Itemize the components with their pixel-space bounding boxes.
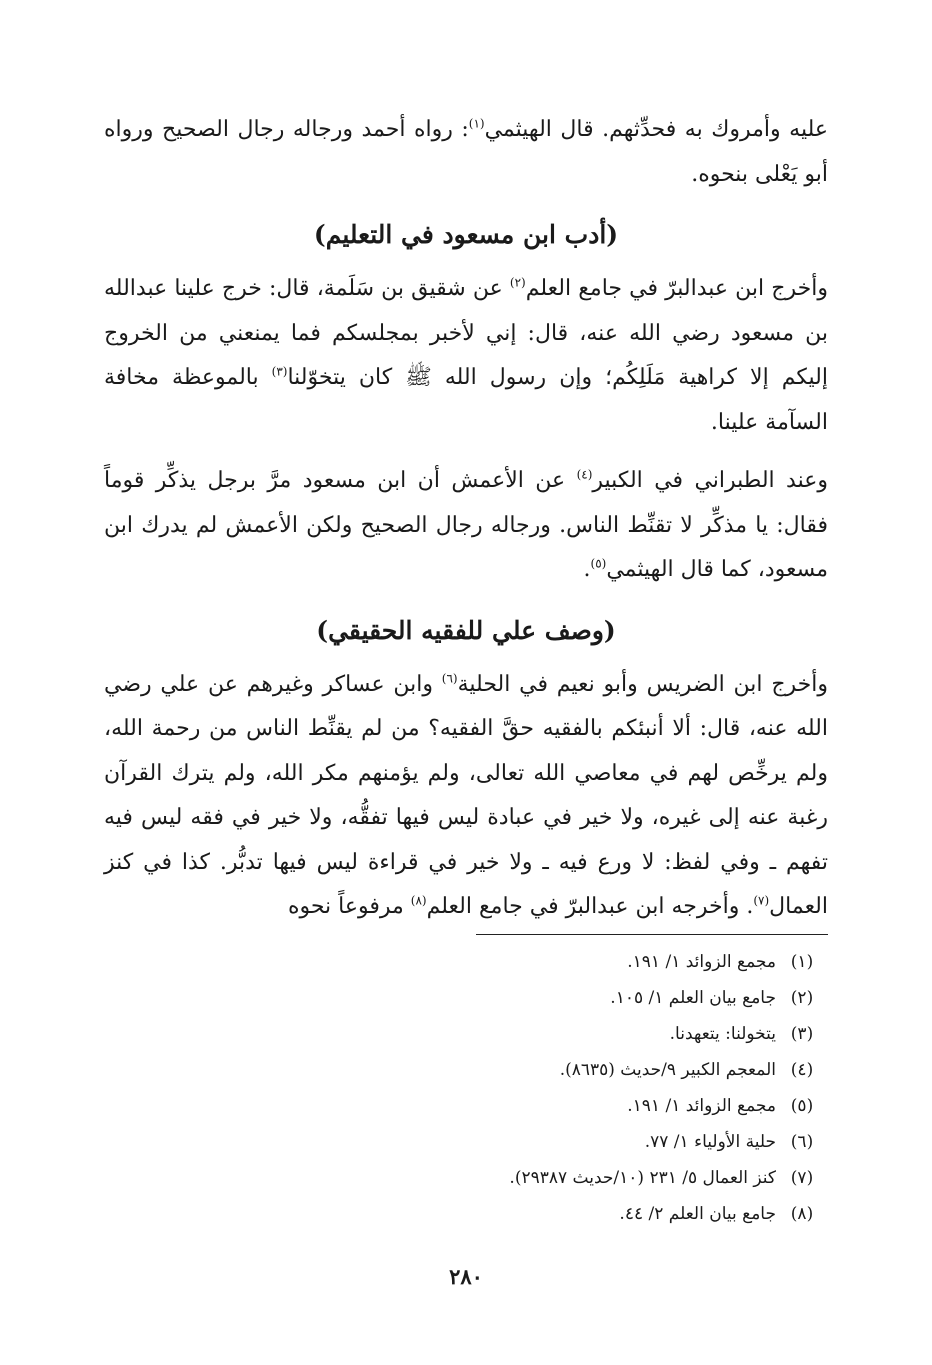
section-heading-ali-faqih: (وصف علي للفقيه الحقيقي) <box>316 615 616 645</box>
footnote-1: (١)مجمع الزوائد ١/ ١٩١. <box>627 952 814 972</box>
footnote-5: (٥)مجمع الزوائد ١/ ١٩١. <box>627 1096 814 1116</box>
paragraph-3: وعند الطبراني في الكبير$^{(٤)}$ عن الأعمش أن ابن مسعود مرَّ برجل يذكِّر قوماً فقال: يا مذكِّر لا تقنِّط الناس. ورجاله رجال الصحيح ولكن الأعمش لم يدرك ابن مسعود، كما قال الهيثمي$^{(٥)}$. <box>104 467 828 582</box>
paragraph-2: وأخرج ابن عبدالبرّ في جامع العلم$^{(٢)}$ عن شقيق بن سَلَمة، قال: خرج علينا عبدالله بن مسعود رضي الله عنه، قال: إني لأخبر بمجلسكم فما يمنعني من الخروج إليكم إلا كراهية مَلَلِكُم؛ وإن رسول الله ﷺ كان يتخوّلنا$^{(٣)}$ بالموعظة مخافة السآمة علينا. <box>104 275 828 435</box>
footnote-separator <box>476 934 828 935</box>
footnote-ref-2: (٢) <box>509 275 526 290</box>
footnote-7: (٧)كنز العمال ٥/ ٢٣١ (١٠/حديث ٢٩٣٨٧). <box>509 1168 814 1188</box>
footnote-ref-7: (٧) <box>753 893 770 908</box>
section-heading-ibn-masud: (أدب ابن مسعود في التعليم) <box>313 220 619 249</box>
paragraph-1: عليه وأمروك به فحدِّثهم. قال الهيثمي$^{(١)}$: رواه أحمد ورجاله رجال الصحيح ورواه أبو يَعْلى بنحوه. <box>104 116 828 187</box>
paragraph-4: وأخرج ابن الضريس وأبو نعيم في الحلية$^{(٦)}$ وابن عساكر وغيرهم عن علي رضي الله عنه، قال: ألا أنبئكم بالفقيه حقَّ الفقيه؟ من لم يقنِّط الناس من رحمة الله، ولم يرخِّص لهم في معاصي الله تعالى، ولم يؤمنهم مكر الله، ولم يترك القرآن رغبة عنه إلى غيره، ولا خير في عبادة ليس فيها تفقُّه، ولا خير في فقه ليس فيه تفهم ـ وفي لفظ: لا ورع فيه ـ ولا خير في قراءة ليس فيها تدبُّر. كذا في كنز العمال$^{(٧)}$. وأخرجه ابن عبدالبرّ في جامع العلم$^{(٨)}$ مرفوعاً نحوه <box>104 671 828 919</box>
footnote-ref-1: (١) <box>468 116 485 131</box>
footnote-ref-4: (٤) <box>576 467 593 482</box>
footnote-ref-3: (٣) <box>271 364 288 379</box>
footnote-ref-6: (٦) <box>441 671 458 686</box>
footnote-8: (٨)جامع بيان العلم ٢/ ٤٤. <box>619 1204 814 1224</box>
footnote-3: (٣)يتخولنا: يتعهدنا. <box>669 1024 814 1044</box>
footnotes <box>268 944 828 1232</box>
footnote-4: (٤)المعجم الكبير ٩/حديث (٨٦٣٥). <box>559 1060 814 1080</box>
page-number: ٢٨٠ <box>449 1264 483 1289</box>
footnote-6: (٦)حلية الأولياء ١/ ٧٧. <box>644 1132 814 1152</box>
footnote-ref-8: (٨) <box>410 893 427 908</box>
footnote-2: (٢)جامع بيان العلم ١/ ١٠٥. <box>610 988 814 1008</box>
page-body <box>104 108 828 930</box>
footnote-ref-5: (٥) <box>590 556 607 571</box>
